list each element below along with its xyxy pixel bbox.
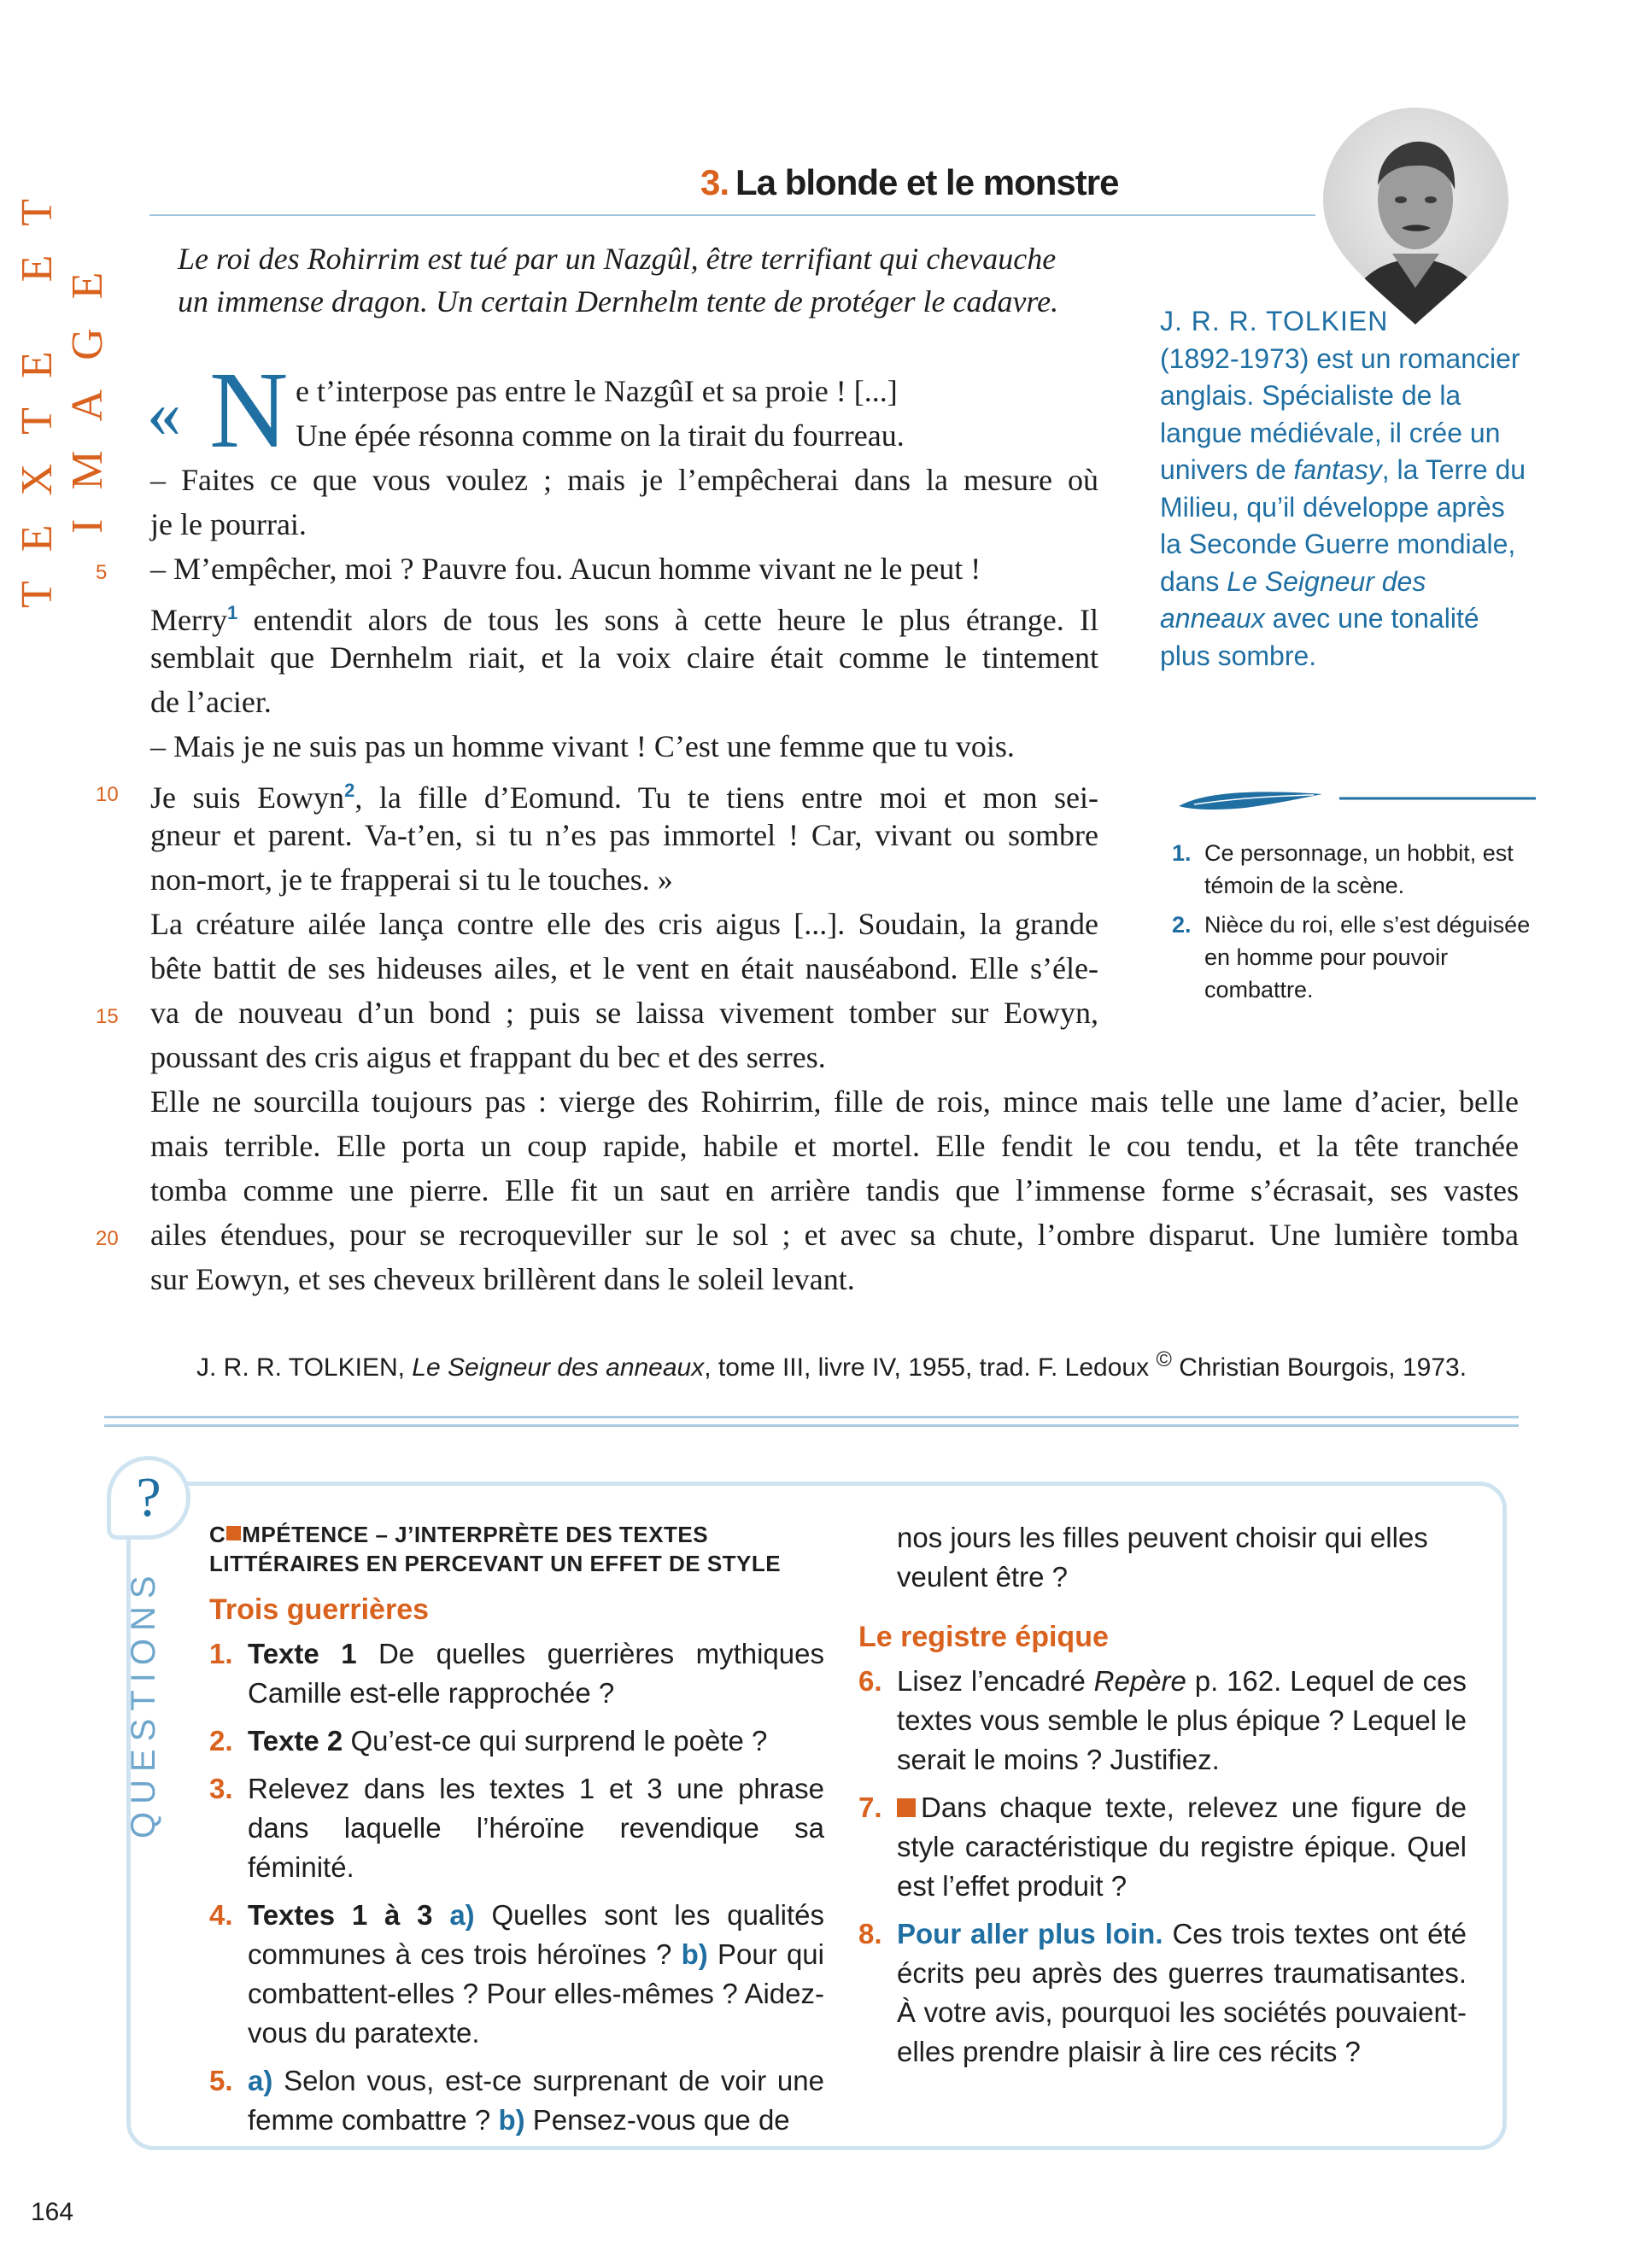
questions-column-right [858, 1518, 1467, 2080]
line-number-20: 20 [96, 1227, 119, 1250]
questions-column-left [209, 1520, 824, 2148]
page-number: 164 [31, 2198, 74, 2226]
question-3: 3. Relevez dans les textes 1 et 3 une phrase dans laquelle l’héroïne revendique sa féminité. [209, 1773, 824, 1883]
note-ref-1: 1 [226, 602, 238, 623]
question-8: 8. Pour aller plus loin. Ces trois textes ont été écrits peu après des guerres traumatisantes. À votre avis, pourquoi les sociétés pouvaient-elles prendre plaisir à lire ces récits ? [858, 1918, 1467, 2067]
intro-line-1: Le roi des Rohirrim est tué par un Nazgûl, être terrifiant qui chevauche [178, 242, 1057, 276]
intro-chapo [178, 237, 1134, 323]
section-heading-registre-epique: Le registre épique [858, 1621, 1109, 1653]
footnote-2: 2. Nièce du roi, elle s’est déguisée en homme pour pouvoir combattre. [1172, 912, 1531, 1002]
question-2: 2. Texte 2 Qu’est-ce qui surprend le poète ? [209, 1725, 768, 1757]
text-line-20: ailes étendues, pour se recroqueviller sur le sol ; et avec sa chute, l’ombre disparut. Une lumière tomba [150, 1218, 1519, 1252]
text-line-16: poussant des cris aigus et frappant du bec et des serres. [150, 1040, 826, 1074]
section-heading-trois-guerrieres: Trois guerrières [209, 1593, 430, 1626]
title-number: 3. [700, 162, 729, 202]
text-line-21: sur Eowyn, et ses cheveux brillèrent dans le soleil levant. [150, 1262, 855, 1296]
text-line-12: non-mort, je te frapperai si tu le touches. » [150, 862, 673, 897]
quill-icon [1177, 787, 1536, 813]
intro-line-2: un immense dragon. Un certain Dernhelm tente de protéger le cadavre. [178, 284, 1059, 319]
question-4: 4. Textes 1 à 3 a) Quelles sont les qualités communes à ces trois héroïnes ? b) Pour qui combattent-elles ? Pour elles-mêmes ? Aidez-vous du paratexte. [209, 1899, 824, 2049]
page-title [700, 162, 1315, 213]
text-line-10: Je suis Eowyn$^2$, la fille d’Eomund. Tu te tiens entre moi et mon sei- [150, 780, 1098, 815]
question-mark-icon: ? [107, 1456, 190, 1540]
section-rubric: TEXTE ET IMAGE [13, 169, 112, 608]
text-line-15: va de nouveau d’un bond ; puis se laissa vivement tomber sur Eowyn, [150, 996, 1098, 1030]
source-citation: J. R. R. TOLKIEN, Le Seigneur des anneaux, tome III, livre IV, 1955, trad. F. Ledoux © Christian Bourgois, 1973. [196, 1347, 1467, 1382]
line-number-5: 5 [96, 561, 108, 584]
title-text: La blonde et le monstre [735, 162, 1119, 202]
question-1: 1. Texte 1 De quelles guerrières mythiques Camille est-elle rapprochée ? [209, 1638, 824, 1709]
competence-square-icon [226, 1526, 241, 1540]
author-bio [1160, 303, 1527, 675]
divider-rule-2 [104, 1424, 1519, 1427]
text-line-18: mais terrible. Elle porta un coup rapide, habile et mortel. Elle fendit le cou tendu, et la tête tranchée [150, 1129, 1519, 1163]
text-line-9: – Mais je ne suis pas un homme vivant ! C’est une femme que tu vois. [150, 729, 1015, 763]
author-portrait [1320, 104, 1512, 328]
footnotes [1172, 837, 1531, 1013]
text-line-11: gneur et parent. Va-t’en, si tu n’es pas immortel ! Car, vivant ou sombre [150, 818, 1098, 852]
line-number-15: 15 [96, 1005, 119, 1028]
text-line-7: semblait que Dernhelm riait, et la voix claire était comme le tintement [150, 640, 1098, 675]
note-ref-2: 2 [344, 780, 355, 801]
author-name: J. R. R. TOLKIEN [1160, 306, 1389, 336]
competence-heading: C MPÉTENCE – J’INTERPRÈTE DES TEXTES LITTÉRAIRES EN PERCEVANT UN EFFET DE STYLE [209, 1522, 782, 1576]
question-5: 5. a) Selon vous, est-ce surprenant de voir une femme combattre ? b) Pensez-vous que de [209, 2065, 824, 2136]
text-line-6: Merry$^1$ entendit alors de tous les sons à cette heure le plus étrange. Il [150, 602, 1098, 637]
question-5-continued: nos jours les filles peuvent choisir qui elles veulent être ? [897, 1522, 1428, 1593]
text-line-13: La créature ailée lança contre elle des cris aigus [...]. Soudain, la grande [150, 907, 1098, 941]
title-rule [149, 214, 1315, 216]
questions-label: QUESTIONS [125, 1568, 162, 1839]
footnote-1: 1. Ce personnage, un hobbit, est témoin de la scène. [1172, 840, 1514, 898]
drop-cap: N [209, 349, 289, 471]
line-number-10: 10 [96, 783, 119, 806]
text-line-8: de l’acier. [150, 685, 272, 719]
divider-rule [104, 1416, 1519, 1418]
text-line-1: e t’interpose pas entre le NazgûI et sa proie ! [...] [296, 374, 898, 408]
text-line-17: Elle ne sourcilla toujours pas : vierge des Rohirrim, fille de rois, mince mais telle une lame d’acier, belle [150, 1084, 1519, 1119]
text-line-19: tomba comme une pierre. Elle fit un saut en arrière tandis que l’immense forme s’écrasait, ses vastes [150, 1173, 1519, 1207]
text-line-14: bête battit de ses hideuses ailes, et le vent en était nauséabond. Elle s’éle- [150, 951, 1098, 985]
text-line-5: – M’empêcher, moi ? Pauvre fou. Aucun homme vivant ne le peut ! [150, 552, 981, 586]
text-line-3: – Faites ce que vous voulez ; mais je l’empêcherai dans la mesure où [150, 463, 1098, 497]
difficulty-square-icon [897, 1798, 916, 1817]
text-line-2: Une épée résonna comme on la tirait du fourreau. [296, 418, 905, 453]
question-7: 7. Dans chaque texte, relevez une figure de style caractéristique du registre épique. Quel est l’effet produit ? [858, 1792, 1467, 1902]
opening-quote: « [147, 377, 181, 452]
question-6: 6. Lisez l’encadré Repère p. 162. Lequel de ces textes vous semble le plus épique ? Lequel le serait le moins ? Justifiez. [858, 1665, 1467, 1775]
author-bio-text: (1892-1973) est un romancier anglais. Spécialiste de la langue médiévale, il crée un univers de fantasy, la Terre du Milieu, qu’il développe après la Seconde Guerre mondiale, dans Le Seigneur des anneaux avec une tonalité plus sombre. [1160, 342, 1526, 671]
text-line-4: je le pourrai. [150, 507, 307, 541]
